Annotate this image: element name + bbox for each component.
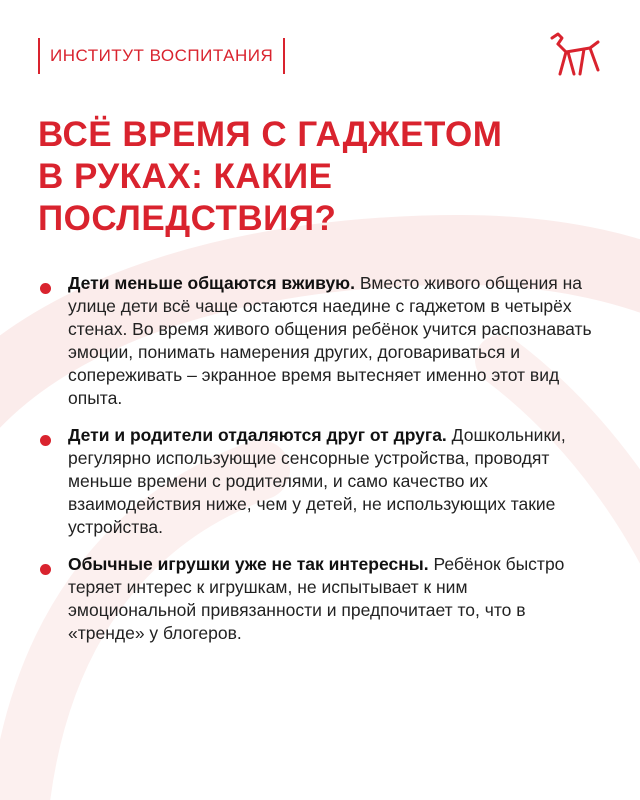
brand-right-divider [283, 38, 285, 74]
list-item-text [68, 553, 600, 645]
bullet-dot-icon [40, 564, 51, 575]
title-line: ВСЁ ВРЕМЯ С ГАДЖЕТОМ [38, 115, 503, 154]
list-item-body: Ребёнок быстро теряет интерес к игрушкам, не испытывает к ним эмоциональной привязанности и предпочитает то, что в «тренде» у блогеров. [68, 554, 565, 643]
list-item-body: Вместо живого общения на улице дети всё чаще остаются наедине с гаджетом в четырёх стенах. Во время живого общения ребёнок учится распознавать эмоции, понимать намерения других, договариваться и сопереживать – экранное время вытесняет именно этот вид опыта. [68, 273, 592, 408]
brand-name: ИНСТИТУТ ВОСПИТАНИЯ [50, 46, 274, 65]
bullet-dot-icon [40, 283, 51, 294]
list-item-lead: Обычные игрушки уже не так интересны. [68, 554, 429, 574]
horse-logo-icon [544, 30, 604, 80]
list-item [40, 424, 600, 539]
title-line: ПОСЛЕДСТВИЯ? [38, 199, 337, 238]
consequences-list [40, 272, 600, 659]
bullet-dot-icon [40, 435, 51, 446]
page-title [38, 114, 608, 240]
list-item [40, 272, 600, 410]
title-line: В РУКАХ: КАКИЕ [38, 157, 333, 196]
list-item-lead: Дети меньше общаются вживую. [68, 273, 355, 293]
brand-label [38, 38, 285, 74]
list-item-body: Дошкольники, регулярно использующие сенсорные устройства, проводят меньше времени с родителями, и само качество их взаимодействия ниже, чем у детей, не использующих такие устройства. [68, 425, 566, 537]
list-item-lead: Дети и родители отдаляются друг от друга. [68, 425, 447, 445]
list-item [40, 553, 600, 645]
list-item-text [68, 424, 600, 539]
list-item-text [68, 272, 600, 410]
